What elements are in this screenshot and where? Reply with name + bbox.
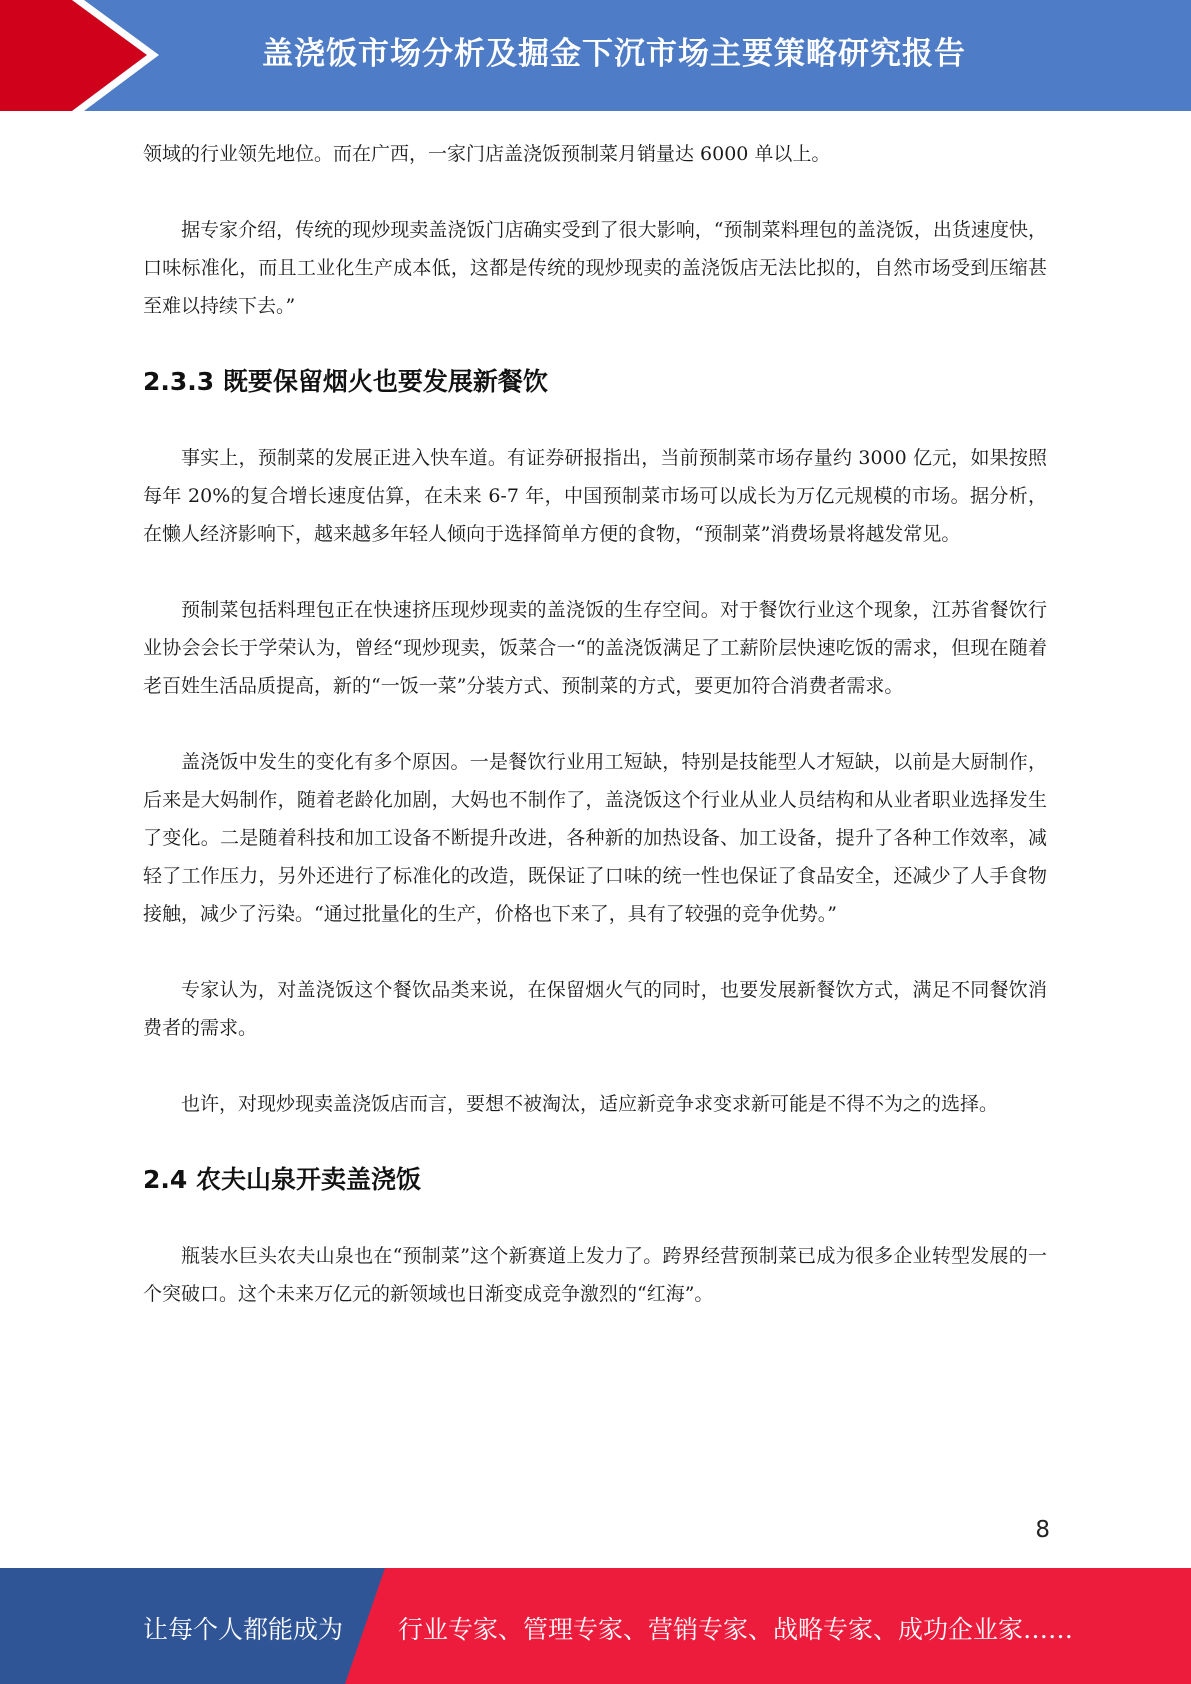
header-arrow-decoration: [0, 0, 160, 111]
footer-slogan-left: 让每个人都能成为: [143, 1615, 344, 1644]
paragraph: 也许，对现炒现卖盖浇饭店而言，要想不被淘汰，适应新竞争求变求新可能是不得不为之的选择。: [181, 1093, 999, 1115]
paragraph: 盖浇饭中发生的变化有多个原因。一是餐饮行业用工短缺，特别是技能型人才短缺，以前是大厨制作，后来是大妈制作，随着老龄化加剧，大妈也不制作了，盖浇饭这个行业从业人员结构和从业者职业选择发生了变化。二是随着科技和加工设备不断提升改进，各种新的加热设备、加工设备，提升了各种工作效率，减轻了工作压力，另外还进行了标准化的改造，既保证了口味的统一性也保证了食品安全，还减少了人手食物接触，减少了污染。“通过批量化的生产，价格也下来了，具有了较强的竞争优势。”: [143, 751, 1047, 925]
paragraph: 事实上，预制菜的发展正进入快车道。有证券研报指出，当前预制菜市场存量约 3000 亿元，如果按照每年 20%的复合增长速度估算，在未来 6-7 年，中国预制菜市场可以成长为万亿元规模的市场。据分析，在懒人经济影响下，越来越多年轻人倾向于选择简单方便的食物，“预制菜”消费场景将越发常见。: [143, 447, 1047, 545]
page-footer: [0, 1568, 1191, 1684]
section-heading: 2.4 农夫山泉开卖盖浇饭: [143, 1165, 421, 1194]
document-title: 盖浇饭市场分析及掘金下沉市场主要策略研究报告: [262, 36, 966, 72]
section-heading: 2.3.3 既要保留烟火也要发展新餐饮: [143, 367, 548, 396]
page-header: [0, 0, 1191, 111]
page-number: 8: [1035, 1517, 1050, 1543]
paragraph: 专家认为，对盖浇饭这个餐饮品类来说，在保留烟火气的同时，也要发展新餐饮方式，满足不同餐饮消费者的需求。: [143, 979, 1047, 1039]
paragraph: 据专家介绍，传统的现炒现卖盖浇饭门店确实受到了很大影响，“预制菜料理包的盖浇饭，出货速度快，口味标准化，而且工业化生产成本低，这都是传统的现炒现卖的盖浇饭店无法比拟的，自然市场受到压缩甚至难以持续下去。”: [143, 219, 1047, 317]
paragraph: 瓶装水巨头农夫山泉也在“预制菜”这个新赛道上发力了。跨界经营预制菜已成为很多企业转型发展的一个突破口。这个未来万亿元的新领域也日渐变成竞争激烈的“红海”。: [143, 1245, 1047, 1305]
paragraph: 领域的行业领先地位。而在广西，一家门店盖浇饭预制菜月销量达 6000 单以上。: [143, 143, 831, 165]
page-content: [143, 135, 1047, 1313]
footer-slogan-right: 行业专家、管理专家、营销专家、战略专家、成功企业家……: [398, 1615, 1074, 1644]
paragraph: 预制菜包括料理包正在快速挤压现炒现卖的盖浇饭的生存空间。对于餐饮行业这个现象，江苏省餐饮行业协会会长于学荣认为，曾经“现炒现卖，饭菜合一“的盖浇饭满足了工薪阶层快速吃饭的需求，但现在随着老百姓生活品质提高，新的“一饭一菜”分装方式、预制菜的方式，要更加符合消费者需求。: [143, 599, 1047, 697]
